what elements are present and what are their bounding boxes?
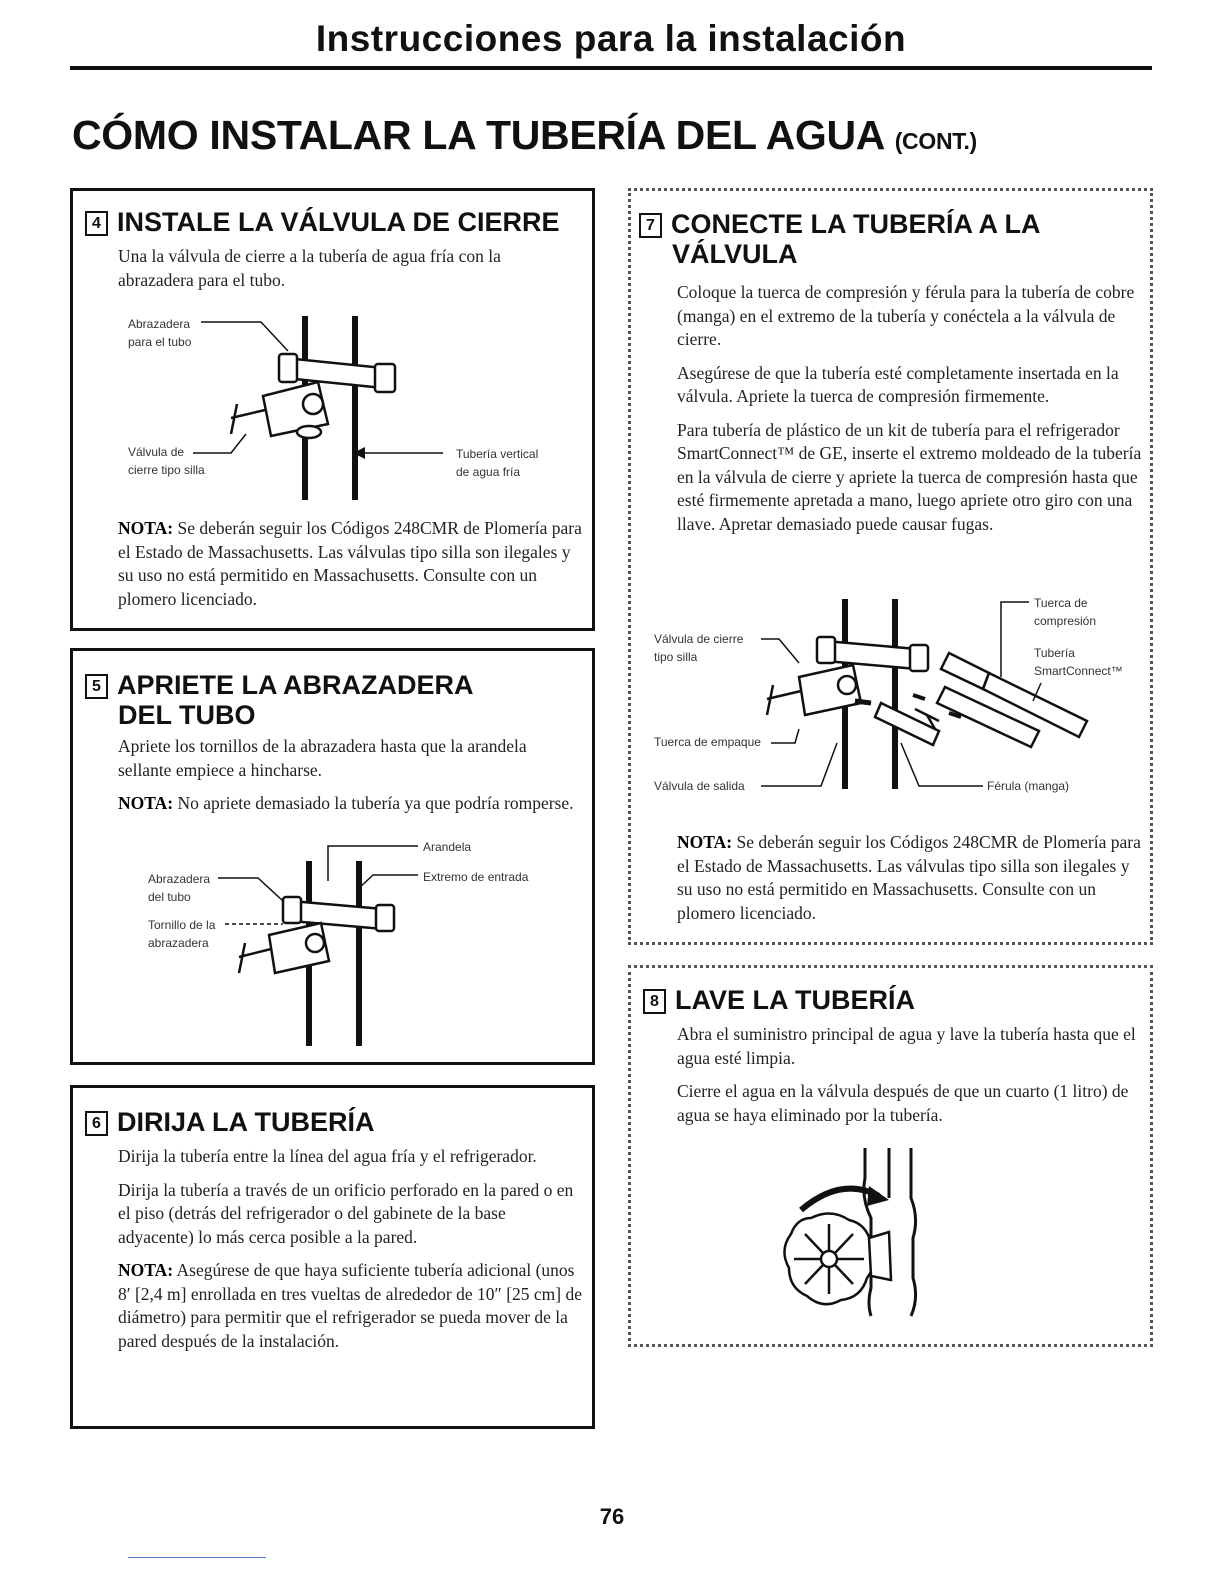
label-abrazadera: Abrazadera: [128, 317, 191, 331]
step-4-number: 4: [85, 211, 108, 236]
step-6-note-text: Asegúrese de que haya suficiente tubería adicional (unos 8′ [2,4 m] enrollada en tres vueltas de alrededor de 10″ [25 cm] de diámetro) para permitir que el refrigerador se pueda mover de la pared después de la instalación.: [118, 1260, 582, 1351]
label-valvula-de: Válvula de: [128, 445, 185, 459]
step-4-note-label: NOTA:: [118, 518, 174, 538]
step-7-paragraph-2: Asegúrese de que la tubería esté completamente insertada en la válvula. Apriete la tuerca de compresión firmemente.: [677, 362, 1119, 406]
header-rule: [70, 66, 1152, 70]
page-title: [72, 112, 977, 159]
step-6-title: DIRIJA LA TUBERÍA: [117, 1107, 375, 1137]
step-6-text: [118, 1145, 583, 1363]
label-cierre-tipo-silla: cierre tipo silla: [128, 463, 205, 477]
step-7-heading-line2: [672, 240, 798, 269]
step-7-box: [628, 188, 1153, 945]
label-del-tubo: del tubo: [148, 890, 191, 904]
label-ferula: Férula (manga): [987, 779, 1070, 793]
step-8-box: [628, 965, 1153, 1347]
step-7-heading: [639, 210, 1040, 239]
step-5-title-line2: DEL TUBO: [118, 700, 256, 730]
step-8-number: 8: [643, 989, 666, 1014]
label-tuberia: Tubería: [1034, 646, 1075, 660]
step-7-note: [677, 831, 1142, 935]
step-5-paragraph: Apriete los tornillos de la abrazadera hasta que la arandela sellante empiece a hincharse.: [118, 736, 527, 780]
step-4-heading: [85, 208, 560, 237]
step-7-number: 7: [639, 213, 662, 238]
step-8-illustration: [771, 1138, 971, 1328]
step-6-paragraph-1: Dirija la tubería entre la línea del agua fría y el refrigerador.: [118, 1146, 537, 1166]
step-5-note-label: NOTA:: [118, 793, 174, 813]
page-title-suffix: (CONT.): [894, 128, 977, 154]
label-smartconnect: SmartConnect™: [1034, 664, 1123, 678]
step-4-note: [118, 517, 588, 621]
step-7-title-line1: CONECTE LA TUBERÍA A LA: [671, 209, 1041, 239]
step-4-note-text: Se deberán seguir los Códigos 248CMR de Plomería para el Estado de Massachusetts. Las válvulas tipo silla son ilegales y su uso no está permitido en Massachusetts. Consulte con un plomero licenciado.: [118, 518, 582, 609]
step-4-box: [70, 188, 595, 631]
step-6-number: 6: [85, 1111, 108, 1136]
step-7-note-text: Se deberán seguir los Códigos 248CMR de Plomería para el Estado de Massachusetts. Las válvulas tipo silla son ilegales y su uso no está permitido en Massachusetts. Consulte con un plomero licenciado.: [677, 832, 1141, 923]
label-tuerca-de-empaque: Tuerca de empaque: [654, 735, 761, 749]
step-7-text: [677, 281, 1142, 546]
step-4-illustration: [113, 306, 573, 506]
step-5-number: 5: [85, 674, 108, 699]
step-5-note-text: No apriete demasiado la tubería ya que podría romperse.: [177, 793, 574, 813]
step-8-paragraph-2: Cierre el agua en la válvula después de que un cuarto (1 litro) de agua se haya eliminado por la tubería.: [677, 1081, 1129, 1125]
step-6-heading: [85, 1108, 375, 1137]
label-tuberia-vertical: Tubería vertical: [456, 447, 539, 461]
step-8-heading: [643, 986, 915, 1015]
step-8-text: [677, 1023, 1142, 1137]
label-para-el-tubo: para el tubo: [128, 335, 192, 349]
step-7-title-line2: VÁLVULA: [672, 239, 798, 269]
label-tipo-silla: tipo silla: [654, 650, 698, 664]
label-extremo-de-entrada: Extremo de entrada: [423, 870, 529, 884]
step-8-title: LAVE LA TUBERÍA: [675, 985, 915, 1015]
label-valvula-de-salida: Válvula de salida: [654, 779, 745, 793]
step-6-paragraph-2: Dirija la tubería a través de un orificio perforado en la pared o en el piso (detrás del refrigerador o del gabinete de la base adyacente) lo más cerca posible a la pared.: [118, 1179, 574, 1247]
footer-link-line: [128, 1557, 266, 1558]
valve-handle-icon: [784, 1213, 891, 1304]
step-4-text: [118, 245, 578, 302]
section-header-title: Instrucciones para la instalación: [315, 18, 907, 59]
label-abrazadera-tornillo: abrazadera: [148, 936, 209, 950]
label-compresion: compresión: [1034, 614, 1097, 628]
label-abrazadera-tubo: Abrazadera: [148, 872, 211, 886]
step-5-title-line1: APRIETE LA ABRAZADERA: [117, 670, 474, 700]
step-7-paragraph-1: Coloque la tuerca de compresión y férula para la tubería de cobre (manga) en el extremo de la tubería y conéctela a la válvula de cierre.: [677, 282, 1135, 349]
step-6-box: [70, 1085, 595, 1429]
saddle-valve-drawing: [231, 354, 395, 438]
page-title-text: CÓMO INSTALAR LA TUBERÍA DEL AGUA: [72, 112, 884, 158]
step-8-paragraph-1: Abra el suministro principal de agua y lave la tubería hasta que el agua esté limpia.: [677, 1024, 1136, 1068]
page-number: 76: [599, 1504, 625, 1529]
label-tuerca-de: Tuerca de: [1034, 596, 1088, 610]
step-7-paragraph-3: Para tubería de plástico de un kit de tubería para el refrigerador SmartConnect™ de GE, inserte el extremo moldeado de la tubería en la válvula de cierre y apriete la tuerca de compresión hasta que esté firmemente apretada a mano, luego apriete otro giro con una llave. Apretar demasiado puede causar fugas.: [677, 419, 1142, 534]
clamp-drawing: [239, 897, 394, 973]
label-arandela: Arandela: [423, 840, 472, 854]
step-4-paragraph: Una la válvula de cierre a la tubería de agua fría con la abrazadera para el tubo.: [118, 246, 501, 290]
step-4-title: INSTALE LA VÁLVULA DE CIERRE: [117, 207, 560, 237]
step-5-text: [118, 735, 578, 826]
step-7-illustration: [649, 591, 1129, 801]
pipe-right: [352, 316, 358, 500]
step-5-box: [70, 648, 595, 1065]
label-tornillo-de-la: Tornillo de la: [148, 918, 216, 932]
step-6-note-label: NOTA:: [118, 1260, 174, 1280]
label-de-agua-fria: de agua fría: [456, 465, 521, 479]
step-5-illustration: [133, 831, 563, 1051]
step-5-heading: [85, 671, 474, 700]
step-7-note-label: NOTA:: [677, 832, 733, 852]
step-5-heading-line2: [118, 701, 256, 730]
label-valvula-de-cierre: Válvula de cierre: [654, 632, 744, 646]
